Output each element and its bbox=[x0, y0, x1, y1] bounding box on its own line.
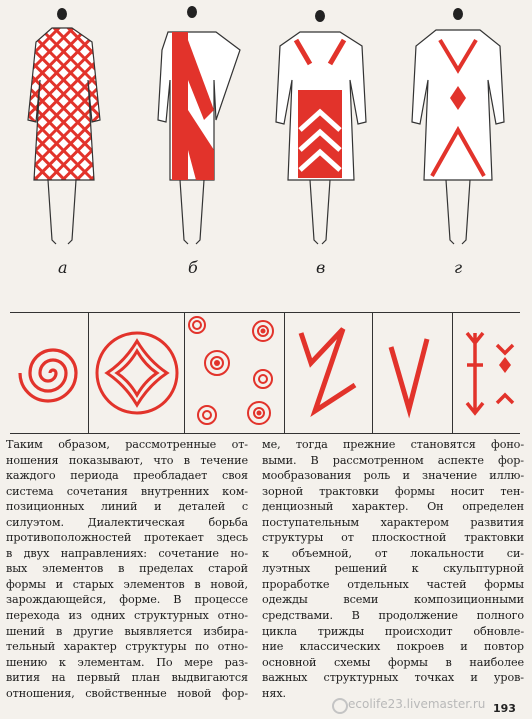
text-line: в двух направлениях: сочетание но- bbox=[6, 546, 248, 560]
arrows-ornament bbox=[452, 313, 521, 433]
text-line: зарождающейся, форме. В процессе bbox=[6, 593, 248, 607]
text-line: нях. bbox=[262, 686, 286, 700]
text-line: ние классических покроев и повтор bbox=[262, 640, 524, 654]
figure-label-g: г bbox=[454, 258, 463, 277]
figure-a bbox=[28, 8, 100, 244]
text-line: каждого периода преобладает своя bbox=[6, 469, 248, 483]
text-line: ношения показывают, что в течение bbox=[6, 453, 248, 467]
text-line: формы и старых элементов в новой, bbox=[6, 577, 248, 591]
v-ornament bbox=[372, 313, 453, 433]
text-line: вития на первый план выдвигаются bbox=[6, 671, 248, 685]
figure-label-c: в bbox=[316, 258, 326, 277]
circle-ornament bbox=[88, 313, 185, 433]
text-line: шению к элементам. По мере раз- bbox=[6, 655, 248, 669]
spiral-ornament bbox=[10, 313, 88, 433]
watermark: ecolife23.livemaster.ru bbox=[348, 697, 486, 711]
text-line: ме, тогда прежние становятся фоно- bbox=[262, 438, 524, 451]
text-line: вых элементов в пределах старой bbox=[6, 562, 248, 576]
text-line: цикла трижды происходит обновле- bbox=[262, 624, 524, 638]
page-number: 193 bbox=[493, 702, 516, 715]
text-line: шений в другие выявляется избира- bbox=[6, 624, 248, 638]
text-line: мообразования роль и значение иллю- bbox=[262, 469, 524, 483]
figure-c bbox=[276, 10, 366, 244]
text-line: Таким образом, рассмотренные от- bbox=[6, 438, 248, 451]
text-line: позиционных линий и деталей с bbox=[6, 500, 248, 514]
text-line: противоположностей протекает здесь bbox=[6, 531, 248, 545]
figure-label-b: б bbox=[188, 258, 198, 277]
text-line: система сочетания внутренних ком- bbox=[6, 484, 248, 498]
text-line: средствами. В продолжение полного bbox=[262, 609, 524, 623]
text-line: основной схемы формы в наиболее bbox=[262, 655, 524, 669]
watermark-icon bbox=[332, 698, 348, 714]
text-column-left bbox=[6, 437, 248, 701]
fashion-figures bbox=[0, 0, 532, 300]
text-line: структуры от плоскостной трактовки bbox=[262, 531, 524, 545]
text-line: проработке отдельных частей формы bbox=[262, 577, 524, 591]
text-line: зорной трактовки формы носит тен- bbox=[262, 484, 524, 498]
figure-b bbox=[158, 6, 240, 244]
text-line: важных структурных точках и уров- bbox=[262, 671, 524, 685]
rosettes-ornament bbox=[184, 313, 285, 433]
text-line: тельный характер структуры по отно- bbox=[6, 640, 248, 654]
text-line: к объемной, от локальности си- bbox=[262, 546, 524, 560]
text-line: одежды всеми композиционными bbox=[262, 593, 524, 607]
figure-g bbox=[412, 8, 504, 244]
text-line: выми. В рассмотренном аспекте фор- bbox=[262, 453, 524, 467]
figure-label-a: а bbox=[58, 258, 68, 277]
text-line: поступательным характером развития bbox=[262, 515, 524, 529]
text-line: луэтных решений к скульптурной bbox=[262, 562, 524, 576]
zigzag-ornament bbox=[284, 313, 373, 433]
text-line: силуэтом. Диалектическая борьба bbox=[6, 515, 248, 529]
text-column-right bbox=[262, 437, 524, 701]
text-line: отношения, свойственные новой фор- bbox=[6, 686, 248, 700]
text-line: денциозный характер. Он определен bbox=[262, 500, 524, 514]
text-line: перехода из одних структурных отно- bbox=[6, 609, 248, 623]
ornament-strip bbox=[10, 312, 520, 434]
